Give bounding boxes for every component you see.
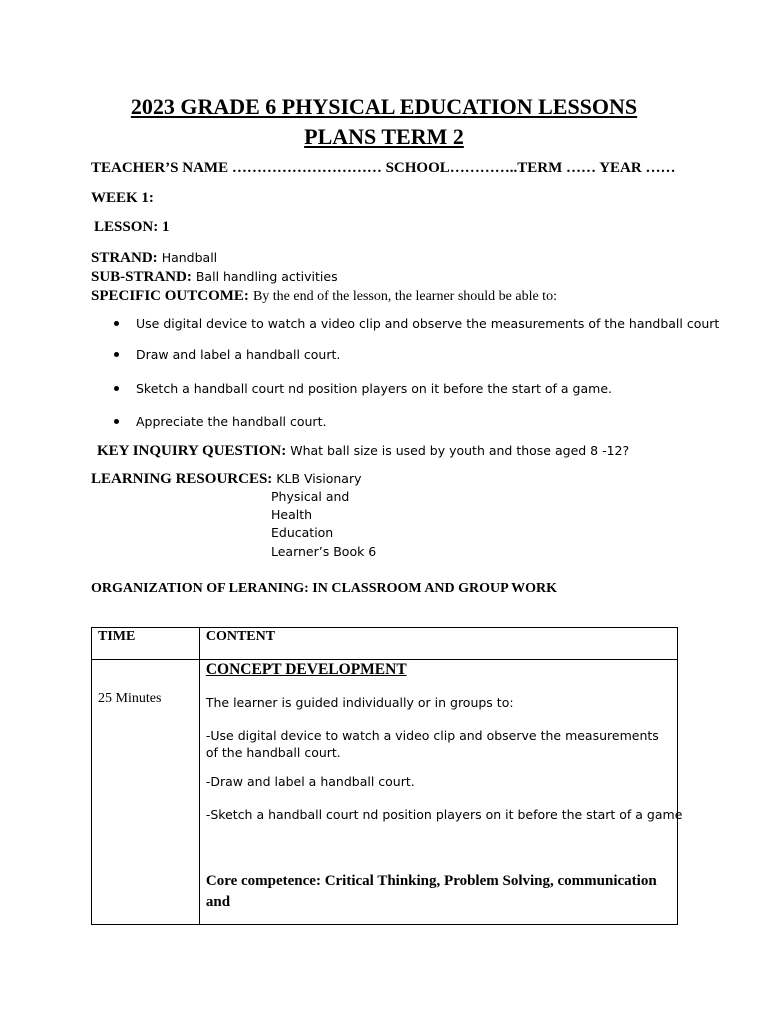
learning-resources-line-5: Learner’s Book 6 [271, 544, 377, 559]
bullet-icon [114, 419, 119, 424]
time-value: 25 Minutes [98, 691, 162, 706]
strand-row [91, 249, 217, 267]
content-step: -Use digital device to watch a video clip and observe the measurements of the handball court. [205, 728, 659, 760]
header-time: TIME [98, 629, 136, 644]
bullet-icon [114, 352, 119, 357]
key-inquiry-value: What ball size is used by youth and those aged 8 -12? [290, 443, 630, 458]
content-cell [199, 660, 683, 925]
header-cell-content [199, 628, 677, 660]
key-inquiry-row [97, 442, 629, 460]
outcome-item: Sketch a handball court nd position players on it before the start of a game. [136, 381, 612, 396]
learning-resources-label: LEARNING RESOURCES: [91, 471, 273, 487]
week-label: WEEK 1: [91, 190, 154, 206]
content-step: -Draw and label a handball court. [205, 774, 415, 789]
header-cell-time [92, 628, 200, 660]
table-header-row [92, 628, 678, 660]
teacher-details-line: TEACHER’S NAME ………………………… SCHOOL…………..TERM …… YEAR …… [91, 160, 676, 176]
strand-label: STRAND: [91, 250, 158, 266]
lesson-table [91, 627, 683, 925]
content-step: -Sketch a handball court nd position players on it before the start of a game [205, 807, 683, 822]
strand-value: Handball [161, 250, 218, 265]
outcome-item: Appreciate the handball court. [136, 414, 327, 429]
specific-outcome-label: SPECIFIC OUTCOME: [91, 288, 249, 304]
learning-resources-line-3: Health [271, 507, 313, 522]
time-cell [92, 660, 200, 925]
learning-resources-line-1: KLB Visionary [276, 471, 362, 486]
document-title-line-2: PLANS TERM 2 [304, 124, 464, 149]
specific-outcome-value: By the end of the lesson, the learner should be able to: [252, 289, 557, 304]
specific-outcome-row [91, 287, 557, 305]
core-competence: Core competence: Critical Thinking, Problem Solving, communication and [205, 873, 657, 910]
organization-line: ORGANIZATION OF LERANING: IN CLASSROOM AND GROUP WORK [91, 581, 558, 596]
learning-resources-line-4: Education [271, 525, 334, 540]
learning-resources-row [91, 470, 362, 488]
outcome-item: Draw and label a handball court. [136, 347, 341, 362]
outcome-item: Use digital device to watch a video clip and observe the measurements of the handball court [136, 316, 720, 331]
bullet-icon [114, 386, 119, 391]
sub-strand-row [91, 268, 338, 286]
bullet-icon [114, 321, 119, 326]
learning-resources-line-2: Physical and [271, 489, 350, 504]
document-title-line-1: 2023 GRADE 6 PHYSICAL EDUCATION LESSONS [130, 94, 638, 119]
key-inquiry-label: KEY INQUIRY QUESTION: [97, 443, 287, 459]
lesson-label: LESSON: 1 [94, 219, 170, 235]
concept-development-heading: CONCEPT DEVELOPMENT [205, 661, 407, 678]
header-content: CONTENT [205, 629, 276, 644]
content-intro: The learner is guided individually or in groups to: [205, 695, 514, 710]
sub-strand-value: Ball handling activities [195, 269, 338, 284]
table-row [92, 660, 678, 925]
sub-strand-label: SUB-STRAND: [91, 269, 192, 285]
